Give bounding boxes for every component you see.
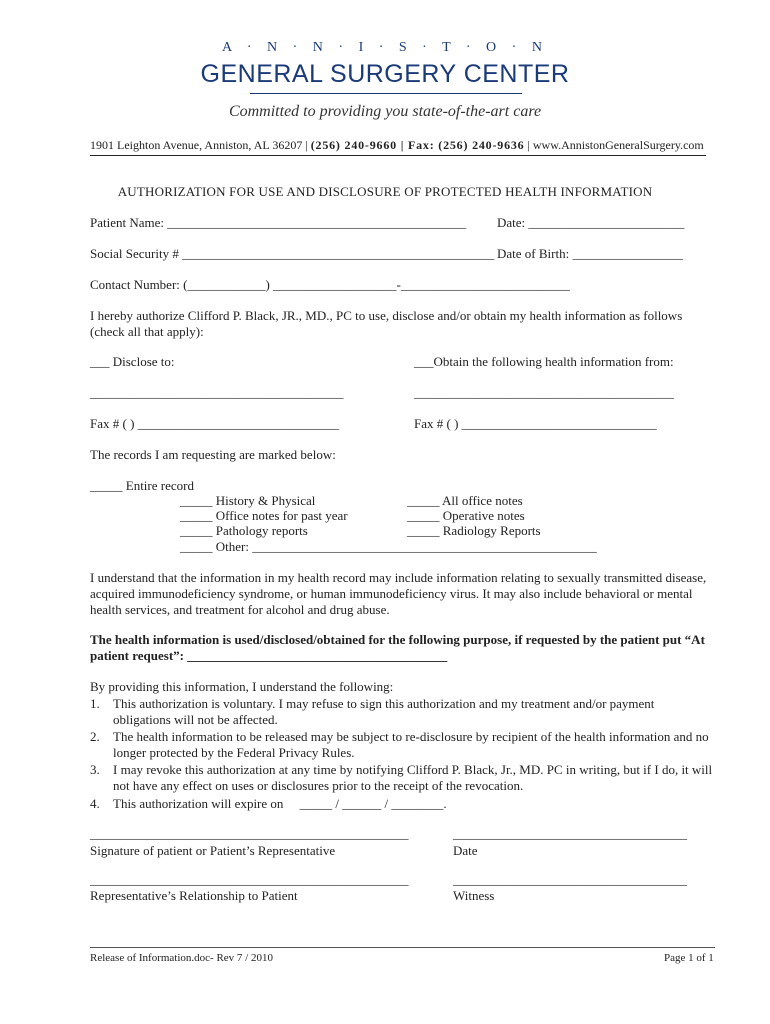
item-voluntary: This authorization is voluntary. I may refuse to sign this authorization and my treatment and/or payment obligations will not be affected. [113, 696, 655, 727]
footer-page-number: Page 1 of 1 [664, 952, 714, 964]
disclose-to-checkbox[interactable]: ___ Disclose to: [90, 354, 175, 369]
authorization-statement: I hereby authorize Clifford P. Black, JR., MD., PC to use, disclose and/or obtain my health information as follows (check all that apply): [90, 308, 683, 339]
header-rule [250, 93, 522, 94]
date-field[interactable]: Date: ________________________ [497, 215, 685, 230]
understanding-paragraph: I understand that the information in my health record may include information relating to sexually transmitted disease, acquired immunodeficiency syndrome, or human immunodeficiency virus. It may also include behavioral or mental health services, and treatment for alcohol and drug abuse. [90, 570, 707, 617]
providing-intro: By providing this information, I understand the following: [90, 679, 394, 694]
radiology-reports-checkbox[interactable]: _____ Radiology Reports [407, 523, 541, 538]
ssn-field[interactable]: Social Security # ________________________________________________ [90, 246, 495, 261]
footer-doc-name: Release of Information.doc- Rev 7 / 2010 [90, 952, 273, 964]
operative-notes-checkbox[interactable]: _____ Operative notes [407, 508, 525, 523]
date-label: Date [453, 843, 478, 858]
obtain-from-checkbox[interactable]: ___Obtain the following health information from: [414, 354, 674, 369]
office-notes-past-year-checkbox[interactable]: _____ Office notes for past year [180, 508, 348, 523]
header-website: | www.AnnistonGeneralSurgery.com [524, 138, 704, 152]
obtain-from-line[interactable]: ________________________________________ [414, 385, 674, 400]
fax-left-field[interactable]: Fax # ( ) _______________________________ [90, 416, 340, 431]
other-records-field[interactable]: _____ Other: _____________________________________________________ [180, 539, 597, 554]
form-title: AUTHORIZATION FOR USE AND DISCLOSURE OF PROTECTED HEALTH INFORMATION [117, 184, 653, 199]
disclose-to-line[interactable]: _______________________________________ [90, 385, 344, 400]
relationship-label: Representative’s Relationship to Patient [90, 888, 298, 903]
header-address: 1901 Leighton Avenue, Anniston, AL 36207 | [90, 138, 311, 152]
header-center-name: GENERAL SURGERY CENTER [200, 60, 570, 88]
purpose-statement[interactable]: The health information is used/disclosed/obtained for the following purpose, if requested by the patient put “At patient request”: ________________________________________ [90, 632, 705, 663]
header-address-line [90, 138, 704, 153]
header-tagline: Committed to providing you state-of-the-art care [228, 103, 542, 120]
item-number: 4. [90, 796, 100, 811]
address-divider [90, 155, 706, 156]
signature-line[interactable]: _________________________________________________ [90, 826, 409, 841]
dob-field[interactable]: Date of Birth: _________________ [497, 246, 683, 261]
fax-right-field[interactable]: Fax # ( ) ______________________________ [414, 416, 657, 431]
item-expiration-field[interactable]: This authorization will expire on _____ / ______ / ________. [113, 796, 447, 811]
history-physical-checkbox[interactable]: _____ History & Physical [180, 493, 316, 508]
header-town: A · N · N · I · S · T · O · N [222, 40, 548, 55]
relationship-line[interactable]: _________________________________________________ [90, 872, 409, 887]
entire-record-checkbox[interactable]: _____ Entire record [90, 478, 194, 493]
pathology-reports-checkbox[interactable]: _____ Pathology reports [180, 523, 308, 538]
item-number: 3. [90, 762, 100, 777]
contact-number-field[interactable]: Contact Number: (____________) ___________________-__________________________ [90, 277, 570, 292]
item-number: 1. [90, 696, 100, 711]
signature-date-line[interactable]: ____________________________________ [453, 826, 687, 841]
header-phones: (256) 240-9660 | Fax: (256) 240-9636 [310, 138, 525, 152]
item-revoke: I may revoke this authorization at any time by notifying Clifford P. Black, Jr., MD. PC in writing, but if I do, it will not have any effect on uses or disclosures prior to the receipt of the revocation. [113, 762, 713, 793]
records-intro: The records I am requesting are marked below: [90, 447, 336, 462]
patient-name-field[interactable]: Patient Name: ______________________________________________ [90, 215, 467, 230]
item-redisclosure: The health information to be released may be subject to re-disclosure by recipient of the health information and no longer protected by the Federal Privacy Rules. [113, 729, 709, 760]
all-office-notes-checkbox[interactable]: _____ All office notes [407, 493, 523, 508]
footer-divider [90, 947, 715, 948]
signature-label: Signature of patient or Patient’s Representative [90, 843, 336, 858]
witness-label: Witness [453, 888, 495, 903]
item-number: 2. [90, 729, 100, 744]
witness-line[interactable]: ____________________________________ [453, 872, 687, 887]
